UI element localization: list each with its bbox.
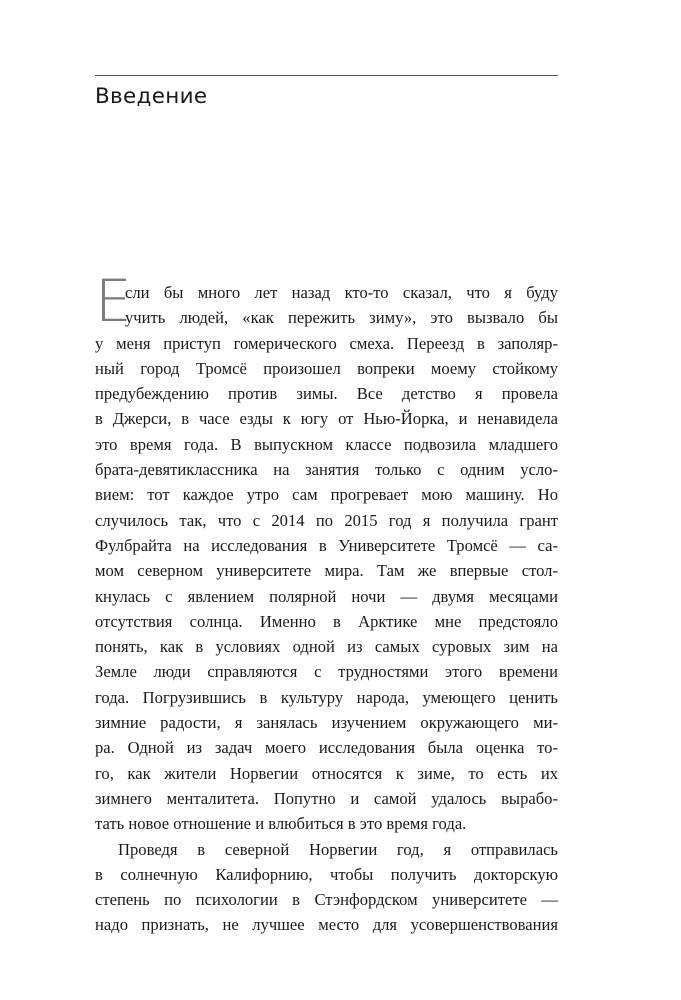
chapter-title: Введение bbox=[95, 84, 208, 109]
text-line: у меня приступ гомерического смеха. Переезд в заполяр- bbox=[95, 333, 558, 353]
paragraph-1 bbox=[95, 280, 558, 837]
text-line: ра. Одной из задач моего исследования была оценка то- bbox=[95, 738, 558, 758]
drop-cap: Е bbox=[95, 267, 132, 335]
text-line: надо признать, не лучшее место для усовершенствования bbox=[95, 915, 558, 935]
text-line: в Джерси, в часе езды к югу от Нью-Йорка, и ненавидела bbox=[95, 409, 558, 429]
text-line: года. Погрузившись в культуру народа, умеющего ценить bbox=[95, 687, 558, 707]
text-line: отсутствия солнца. Именно в Арктике мне предстояло bbox=[95, 611, 558, 631]
text-line: сли бы много лет назад кто-то сказал, что я буду bbox=[125, 283, 558, 302]
text-line: предубеждению против зимы. Все детство я провела bbox=[95, 384, 558, 404]
text-line: понять, как в условиях одной из самых суровых зим на bbox=[95, 637, 558, 657]
text-line: это время года. В выпускном классе подвозила младшего bbox=[95, 434, 558, 454]
text-line: мом северном университете мира. Там же впервые стол- bbox=[95, 561, 558, 581]
text-line: тать новое отношение и влюбиться в это время года. bbox=[95, 814, 467, 834]
chapter-top-rule bbox=[95, 75, 558, 76]
text-line: зимнего менталитета. Попутно и самой удалось вырабо- bbox=[95, 788, 558, 808]
body-text bbox=[95, 280, 558, 938]
text-line: случилось так, что с 2014 по 2015 год я получила грант bbox=[95, 510, 558, 530]
text-line: вием: тот каждое утро сам прогревает мою машину. Но bbox=[95, 485, 558, 505]
text-line: Проведя в северной Норвегии год, я отправилась bbox=[118, 839, 558, 859]
text-line: Фулбрайта на исследования в Университете Тромсё — са- bbox=[95, 535, 558, 555]
paragraph-2 bbox=[95, 837, 558, 938]
text-line: кнулась с явлением полярной ночи — двумя месяцами bbox=[95, 586, 558, 606]
text-line: зимние радости, я занялась изучением окружающего ми- bbox=[95, 713, 558, 733]
text-line: учить людей, «как пережить зиму», это вызвало бы bbox=[125, 308, 558, 328]
text-line: степень по психологии в Стэнфордском университете — bbox=[95, 890, 558, 910]
text-line: брата-девятиклассника на занятия только с одним усло- bbox=[95, 460, 558, 480]
text-line: Земле люди справляются с трудностями этого времени bbox=[95, 662, 558, 682]
text-line: го, как жители Норвегии относятся к зиме, то есть их bbox=[95, 763, 558, 783]
text-line: в солнечную Калифорнию, чтобы получить докторскую bbox=[95, 864, 558, 884]
text-line: ный город Тромсё произошел вопреки моему стойкому bbox=[95, 358, 558, 378]
